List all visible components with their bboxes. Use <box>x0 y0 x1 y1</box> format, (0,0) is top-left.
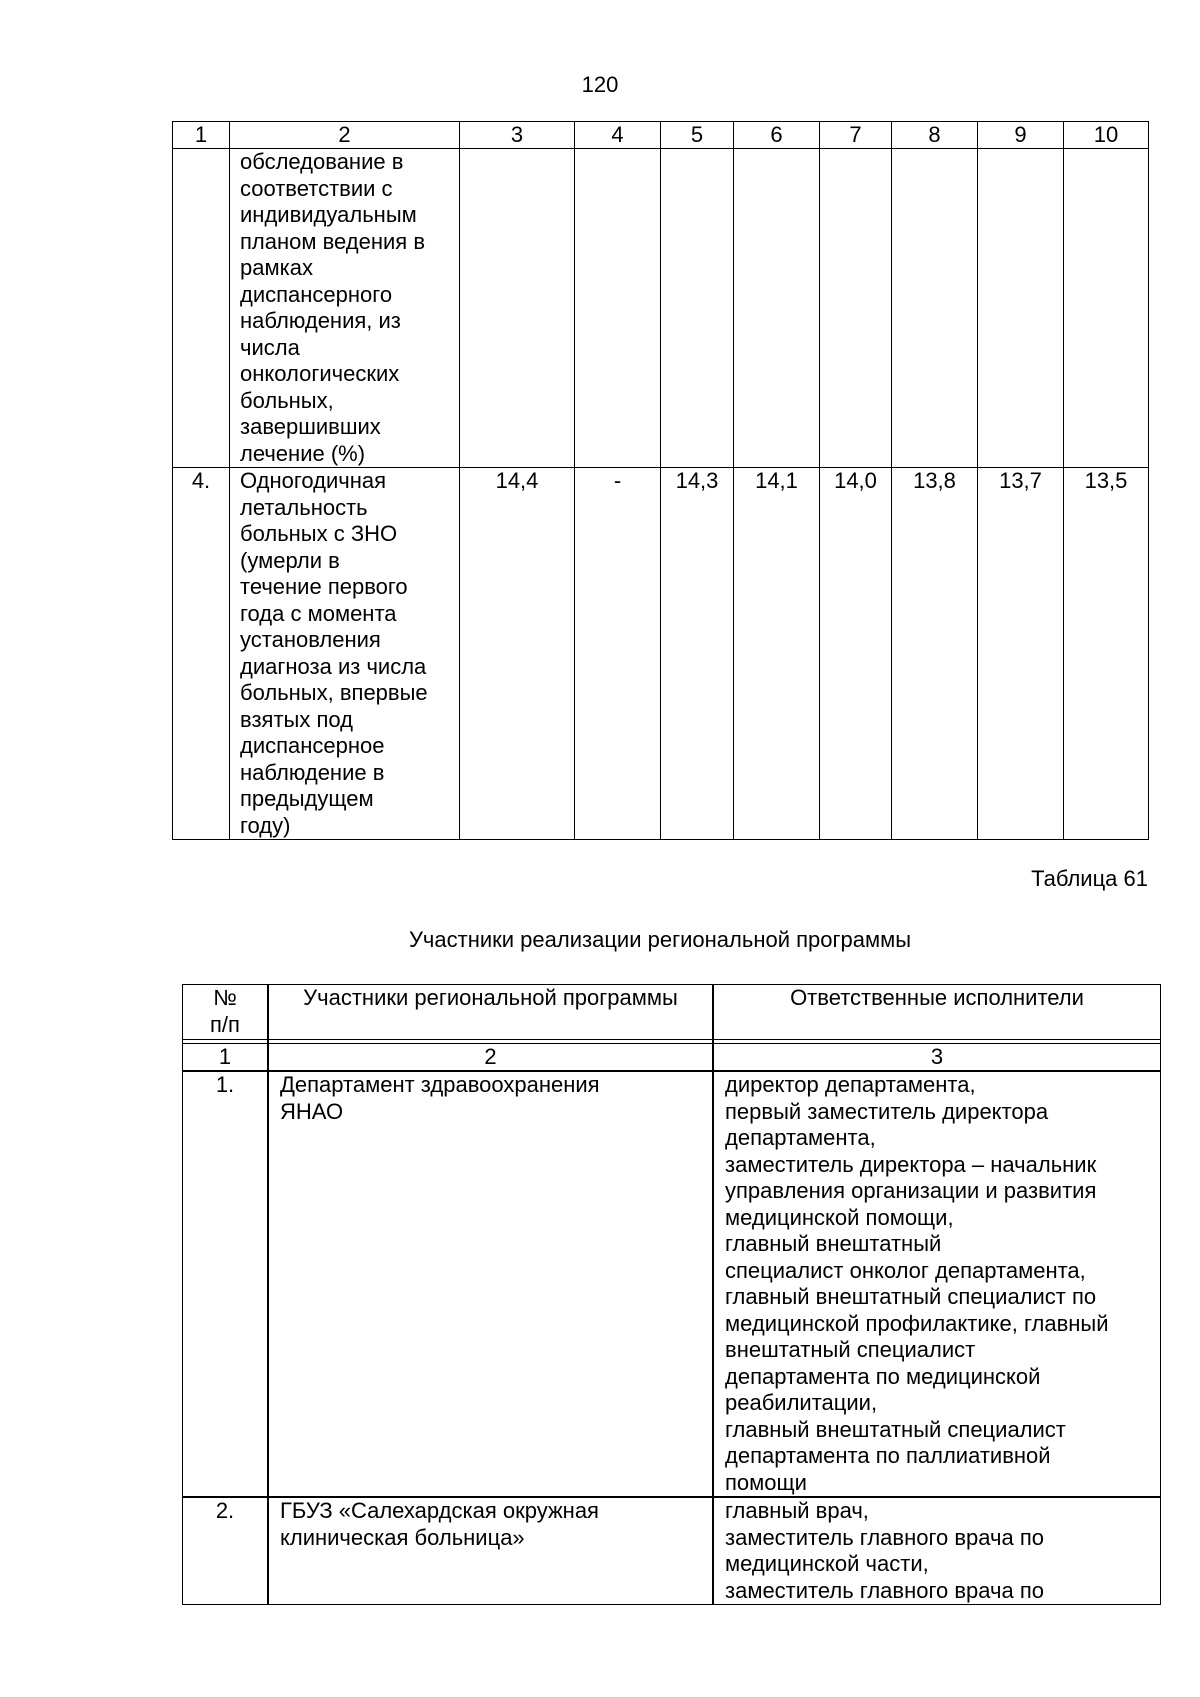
table-header-row <box>173 122 1149 149</box>
text-line: диагноза из числа <box>240 653 427 679</box>
column-number: 4 <box>575 122 661 149</box>
text-line: № <box>213 985 237 1010</box>
text-line: клиническая больница» <box>280 1524 525 1550</box>
text-line: заместитель главного врача по <box>725 1577 1044 1603</box>
header-participants-cell: Участники региональной программы <box>268 984 713 1040</box>
text-line: лечение (%) <box>240 440 366 466</box>
indicator-description-cell <box>230 149 460 468</box>
text-line: управления организации и развития <box>725 1178 1097 1203</box>
text-line: главный внештатный <box>725 1231 942 1256</box>
text-line: главный врач, <box>725 1498 869 1523</box>
text-line: онкологических <box>240 361 400 386</box>
text-line: рамках <box>240 255 313 280</box>
table-row <box>173 468 1149 840</box>
text-line: заместитель директора – начальник <box>725 1151 1097 1177</box>
column-number: 10 <box>1064 122 1149 149</box>
executors-cell <box>713 1071 1161 1497</box>
text-line: реабилитации, <box>725 1390 878 1415</box>
text-line: предыдущем <box>240 786 374 811</box>
value-cell: 14,1 <box>734 468 820 840</box>
text-line: диспансерное <box>240 733 385 758</box>
text-line: Одногодичная <box>240 468 387 493</box>
text-line: индивидуальным <box>240 202 417 227</box>
row-number-cell: 1. <box>182 1071 268 1497</box>
text-line: соответствии с <box>240 175 393 201</box>
text-line: помощи <box>725 1469 807 1495</box>
column-number: 8 <box>892 122 978 149</box>
text-line: директор департамента, <box>725 1072 976 1097</box>
text-line: обследование в <box>240 149 404 174</box>
column-number: 1 <box>182 1043 268 1071</box>
value-cell: 13,8 <box>892 468 978 840</box>
text-line: ГБУЗ «Салехардская окружная <box>280 1498 599 1523</box>
text-line: ЯНАО <box>280 1098 344 1124</box>
value-cell <box>820 149 892 468</box>
text-line: летальность <box>240 494 368 520</box>
text-line: медицинской профилактике, главный <box>725 1310 1109 1336</box>
text-line: специалист онколог департамента, <box>725 1257 1086 1283</box>
text-line: департамента, <box>725 1125 876 1150</box>
text-line: медицинской части, <box>725 1551 929 1576</box>
text-line: первый заместитель директора <box>725 1098 1049 1124</box>
table-row <box>182 1071 1161 1497</box>
header-executors-cell: Ответственные исполнители <box>713 984 1161 1040</box>
column-number: 1 <box>173 122 230 149</box>
column-number: 9 <box>978 122 1064 149</box>
text-line: наблюдение в <box>240 759 385 785</box>
column-number: 7 <box>820 122 892 149</box>
column-number: 2 <box>230 122 460 149</box>
value-cell <box>661 149 734 468</box>
value-cell <box>978 149 1064 468</box>
column-number: 3 <box>460 122 575 149</box>
text-line: заместитель главного врача по <box>725 1524 1044 1550</box>
text-line: году) <box>240 812 291 838</box>
text-line: главный внештатный специалист по <box>725 1284 1097 1309</box>
text-line: установления <box>240 627 381 652</box>
text-line: Департамент здравоохранения <box>280 1072 600 1097</box>
text-line: завершивших <box>240 414 381 439</box>
text-line: департамента по медицинской <box>725 1363 1041 1389</box>
header-number-cell <box>182 984 268 1040</box>
value-cell: - <box>575 468 661 840</box>
text-line: медицинской помощи, <box>725 1204 954 1230</box>
text-line: планом ведения в <box>240 228 426 254</box>
text-line: главный внештатный специалист <box>725 1416 1066 1442</box>
value-cell <box>892 149 978 468</box>
table-heading: Участники реализации региональной программы <box>408 927 912 952</box>
value-cell <box>575 149 661 468</box>
value-cell: 14,3 <box>661 468 734 840</box>
value-cell <box>734 149 820 468</box>
row-number-cell: 2. <box>182 1497 268 1605</box>
indicator-description-cell <box>230 468 460 840</box>
executors-cell <box>713 1497 1161 1605</box>
column-number: 6 <box>734 122 820 149</box>
text-line: года с момента <box>240 600 397 626</box>
text-line: больных, впервые <box>240 680 428 705</box>
value-cell: 13,5 <box>1064 468 1149 840</box>
column-number: 2 <box>268 1043 713 1071</box>
participants-table <box>182 984 1161 1605</box>
value-cell: 14,4 <box>460 468 575 840</box>
text-line: наблюдения, из <box>240 308 401 333</box>
column-number: 5 <box>661 122 734 149</box>
text-line: числа <box>240 334 300 360</box>
value-cell: 14,0 <box>820 468 892 840</box>
text-line: диспансерного <box>240 281 393 307</box>
text-line: больных с ЗНО <box>240 521 398 546</box>
indicators-table <box>172 121 1149 840</box>
column-numbers-row <box>182 1043 1161 1071</box>
table-caption: Таблица 61 <box>1031 866 1148 891</box>
column-number: 3 <box>713 1043 1161 1071</box>
participant-cell <box>268 1497 713 1605</box>
text-line: п/п <box>210 1011 240 1037</box>
table-row <box>182 1497 1161 1605</box>
table-header-row <box>182 984 1161 1040</box>
participant-cell <box>268 1071 713 1497</box>
text-line: (умерли в <box>240 547 340 573</box>
row-number-cell: 4. <box>173 468 230 840</box>
text-line: внештатный специалист <box>725 1337 976 1362</box>
row-number-cell <box>173 149 230 468</box>
value-cell <box>460 149 575 468</box>
table-row <box>173 149 1149 468</box>
text-line: взятых под <box>240 706 353 732</box>
value-cell: 13,7 <box>978 468 1064 840</box>
value-cell <box>1064 149 1149 468</box>
page-number: 120 <box>581 72 619 97</box>
text-line: департамента по паллиативной <box>725 1443 1051 1468</box>
text-line: больных, <box>240 387 334 413</box>
text-line: течение первого <box>240 574 408 599</box>
